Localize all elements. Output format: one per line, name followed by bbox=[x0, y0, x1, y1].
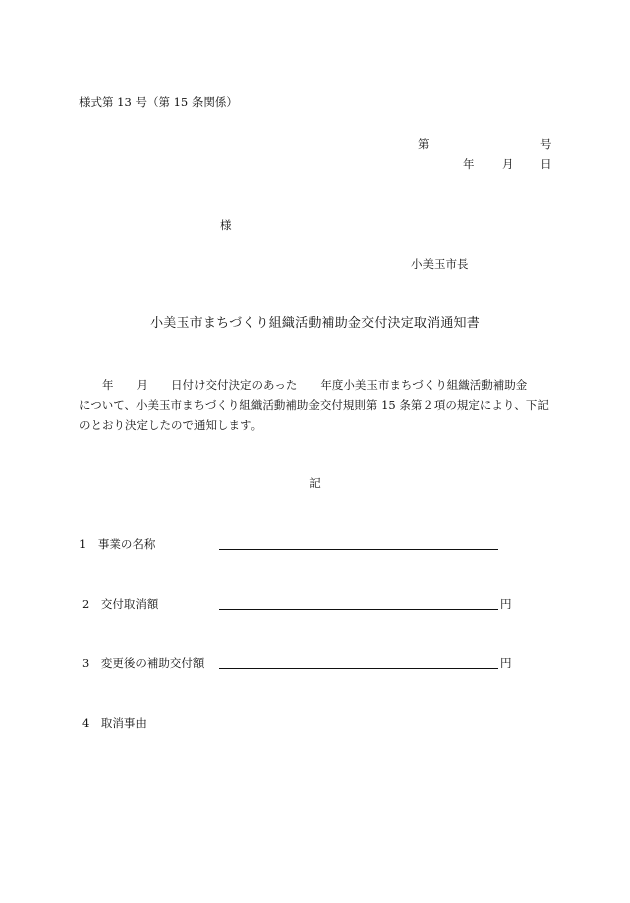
cancel-amount-unit: 円 bbox=[500, 597, 512, 611]
document-number-prefix: 第 bbox=[418, 137, 430, 151]
item-cancel-reason-label: 4 取消事由 bbox=[82, 716, 147, 730]
body-line-2: について、小美玉市まちづくり組織活動補助金交付規則第 15 条第２項の規定により、下記 bbox=[79, 398, 549, 412]
ki-heading: 記 bbox=[309, 476, 321, 490]
item-cancel-amount-label: 2 交付取消額 bbox=[82, 597, 159, 611]
item-project-name-label: 1 事業の名称 bbox=[79, 537, 156, 551]
revised-amount-blank-line bbox=[219, 668, 498, 669]
document-number-suffix: 号 bbox=[540, 137, 552, 151]
cancel-amount-blank-line bbox=[219, 609, 498, 610]
body-line-3: のとおり決定したので通知します。 bbox=[79, 418, 263, 432]
body-paragraph bbox=[79, 375, 559, 435]
body-line-1: 年 月 日付け交付決定のあった 年度小美玉市まちづくり組織活動補助金 bbox=[79, 378, 528, 392]
sender-name: 小美玉市長 bbox=[411, 257, 469, 271]
revised-amount-unit: 円 bbox=[500, 656, 512, 670]
date-year-label: 年 bbox=[463, 157, 475, 171]
project-name-blank-line bbox=[219, 549, 498, 550]
date-month-label: 月 bbox=[502, 157, 514, 171]
addressee-honorific: 様 bbox=[220, 218, 232, 232]
date-day-label: 日 bbox=[540, 157, 552, 171]
form-number: 様式第 13 号（第 15 条関係） bbox=[79, 95, 238, 109]
item-revised-amount-label: 3 変更後の補助交付額 bbox=[82, 656, 205, 670]
document-title: 小美玉市まちづくり組織活動補助金交付決定取消通知書 bbox=[150, 316, 480, 331]
